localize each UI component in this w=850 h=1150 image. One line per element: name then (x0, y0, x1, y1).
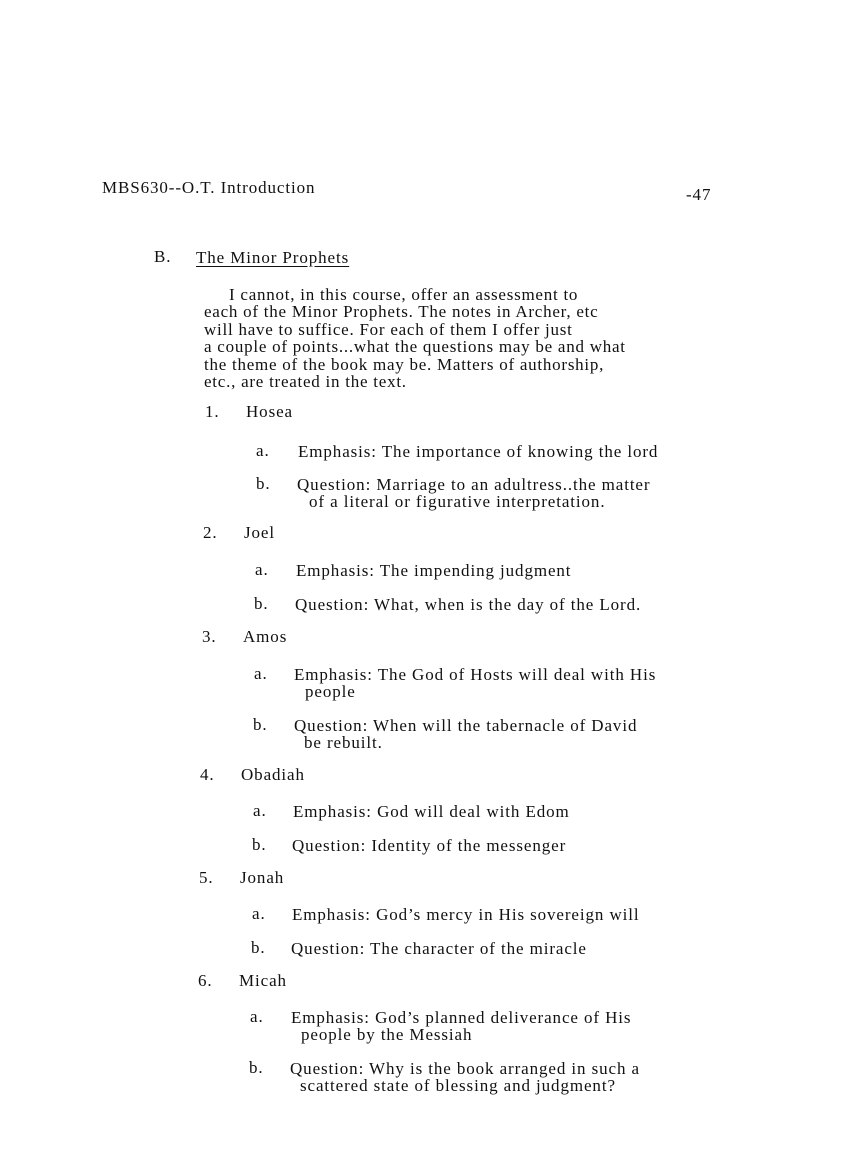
item-marker: b. (249, 1058, 264, 1077)
emphasis-text: Emphasis: The importance of knowing the lord (298, 442, 659, 461)
question-text: Question: Marriage to an adultress..the matter (297, 475, 651, 494)
question-text: Question: What, when is the day of the Lord. (295, 595, 642, 614)
prophet-name: Joel (244, 523, 275, 542)
intro-line: I cannot, in this course, offer an assessment to (204, 285, 579, 304)
item-marker: a. (250, 1007, 264, 1026)
item-marker: a. (256, 441, 270, 460)
intro-paragraph (204, 286, 784, 390)
emphasis-text: Emphasis: The God of Hosts will deal with His (294, 665, 657, 684)
prophet-name: Amos (243, 627, 288, 646)
item-marker: b. (254, 594, 269, 613)
intro-line: the theme of the book may be. Matters of authorship, (204, 354, 605, 374)
item-marker: b. (251, 938, 266, 957)
emphasis-text: people by the Messiah (301, 1025, 473, 1044)
prophet-number: 3. (202, 627, 217, 646)
question-text: of a literal or figurative interpretation. (309, 492, 606, 511)
intro-line: each of the Minor Prophets. The notes in Archer, etc (204, 302, 599, 322)
emphasis-text: Emphasis: The impending judgment (296, 561, 572, 580)
prophet-number: 5. (199, 868, 214, 887)
prophet-name: Jonah (240, 868, 285, 887)
prophet-number: 2. (203, 523, 218, 542)
item-marker: a. (252, 904, 266, 923)
section-letter: B. (154, 247, 172, 266)
item-marker: b. (253, 715, 268, 734)
item-marker: a. (253, 801, 267, 820)
prophet-number: 6. (198, 971, 213, 990)
intro-line: a couple of points...what the questions may be and what (204, 337, 626, 357)
section-title: The Minor Prophets (196, 248, 350, 267)
page-number: -47 (686, 185, 712, 204)
question-text: Question: When will the tabernacle of David (294, 716, 638, 735)
question-text: be rebuilt. (304, 733, 383, 752)
item-marker: a. (255, 560, 269, 579)
prophet-name: Obadiah (241, 765, 305, 784)
prophet-number: 4. (200, 765, 215, 784)
emphasis-text: Emphasis: God’s planned deliverance of His (291, 1008, 632, 1027)
item-marker: a. (254, 664, 268, 683)
item-marker: b. (252, 835, 267, 854)
question-text: scattered state of blessing and judgment? (300, 1076, 616, 1095)
intro-line: etc., are treated in the text. (204, 372, 407, 392)
prophet-name: Hosea (246, 402, 293, 421)
emphasis-text: people (305, 682, 356, 701)
item-marker: b. (256, 474, 271, 493)
intro-line: will have to suffice. For each of them I offer just (204, 319, 573, 339)
prophet-name: Micah (239, 971, 287, 990)
course-header: MBS630--O.T. Introduction (102, 178, 316, 197)
emphasis-text: Emphasis: God’s mercy in His sovereign will (292, 905, 640, 924)
emphasis-text: Emphasis: God will deal with Edom (293, 802, 570, 821)
prophet-number: 1. (205, 402, 220, 421)
question-text: Question: Identity of the messenger (292, 836, 567, 855)
question-text: Question: Why is the book arranged in such a (290, 1059, 640, 1078)
question-text: Question: The character of the miracle (291, 939, 587, 958)
